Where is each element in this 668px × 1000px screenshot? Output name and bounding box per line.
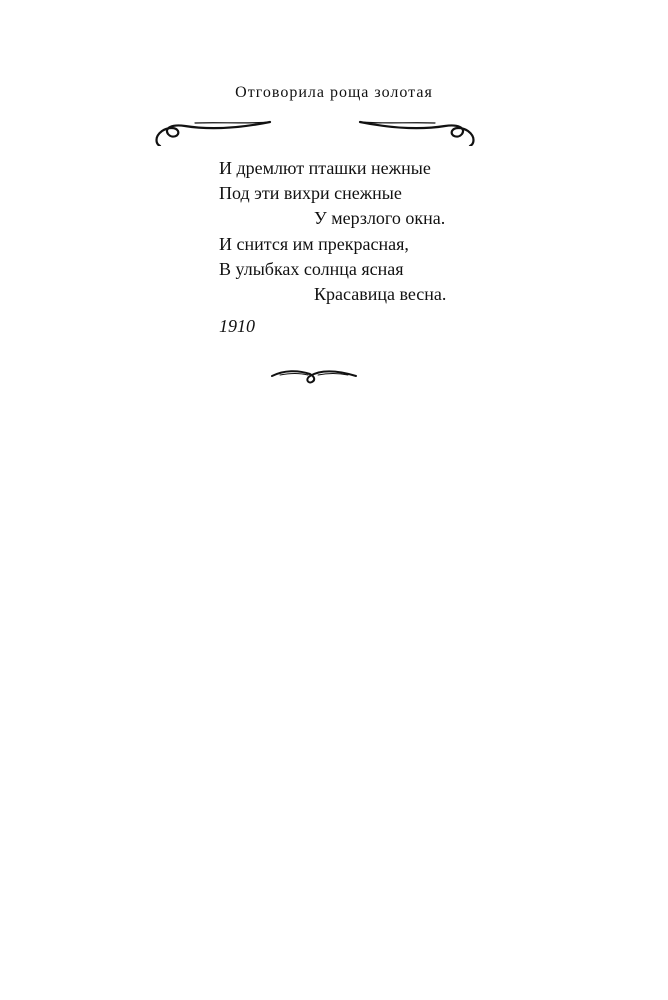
poem-stanza — [219, 156, 499, 307]
running-title: Отговорила роща золотая — [235, 84, 433, 101]
poem-line-6: Красавица весна. — [314, 283, 447, 304]
poem-date: 1910 — [219, 316, 255, 336]
poem-line-5: В улыбках солнца ясная — [219, 258, 404, 279]
poem-line-1: И дремлют пташки нежные — [219, 158, 431, 178]
poem-line-4: И снится им прекрасная, — [219, 233, 409, 254]
poem-line-3: У мерзлого окна. — [314, 208, 446, 229]
fleuron-divider-icon — [270, 364, 358, 386]
poem-line-2: Под эти вихри снежные — [219, 183, 402, 204]
swash-divider-icon — [150, 112, 480, 146]
